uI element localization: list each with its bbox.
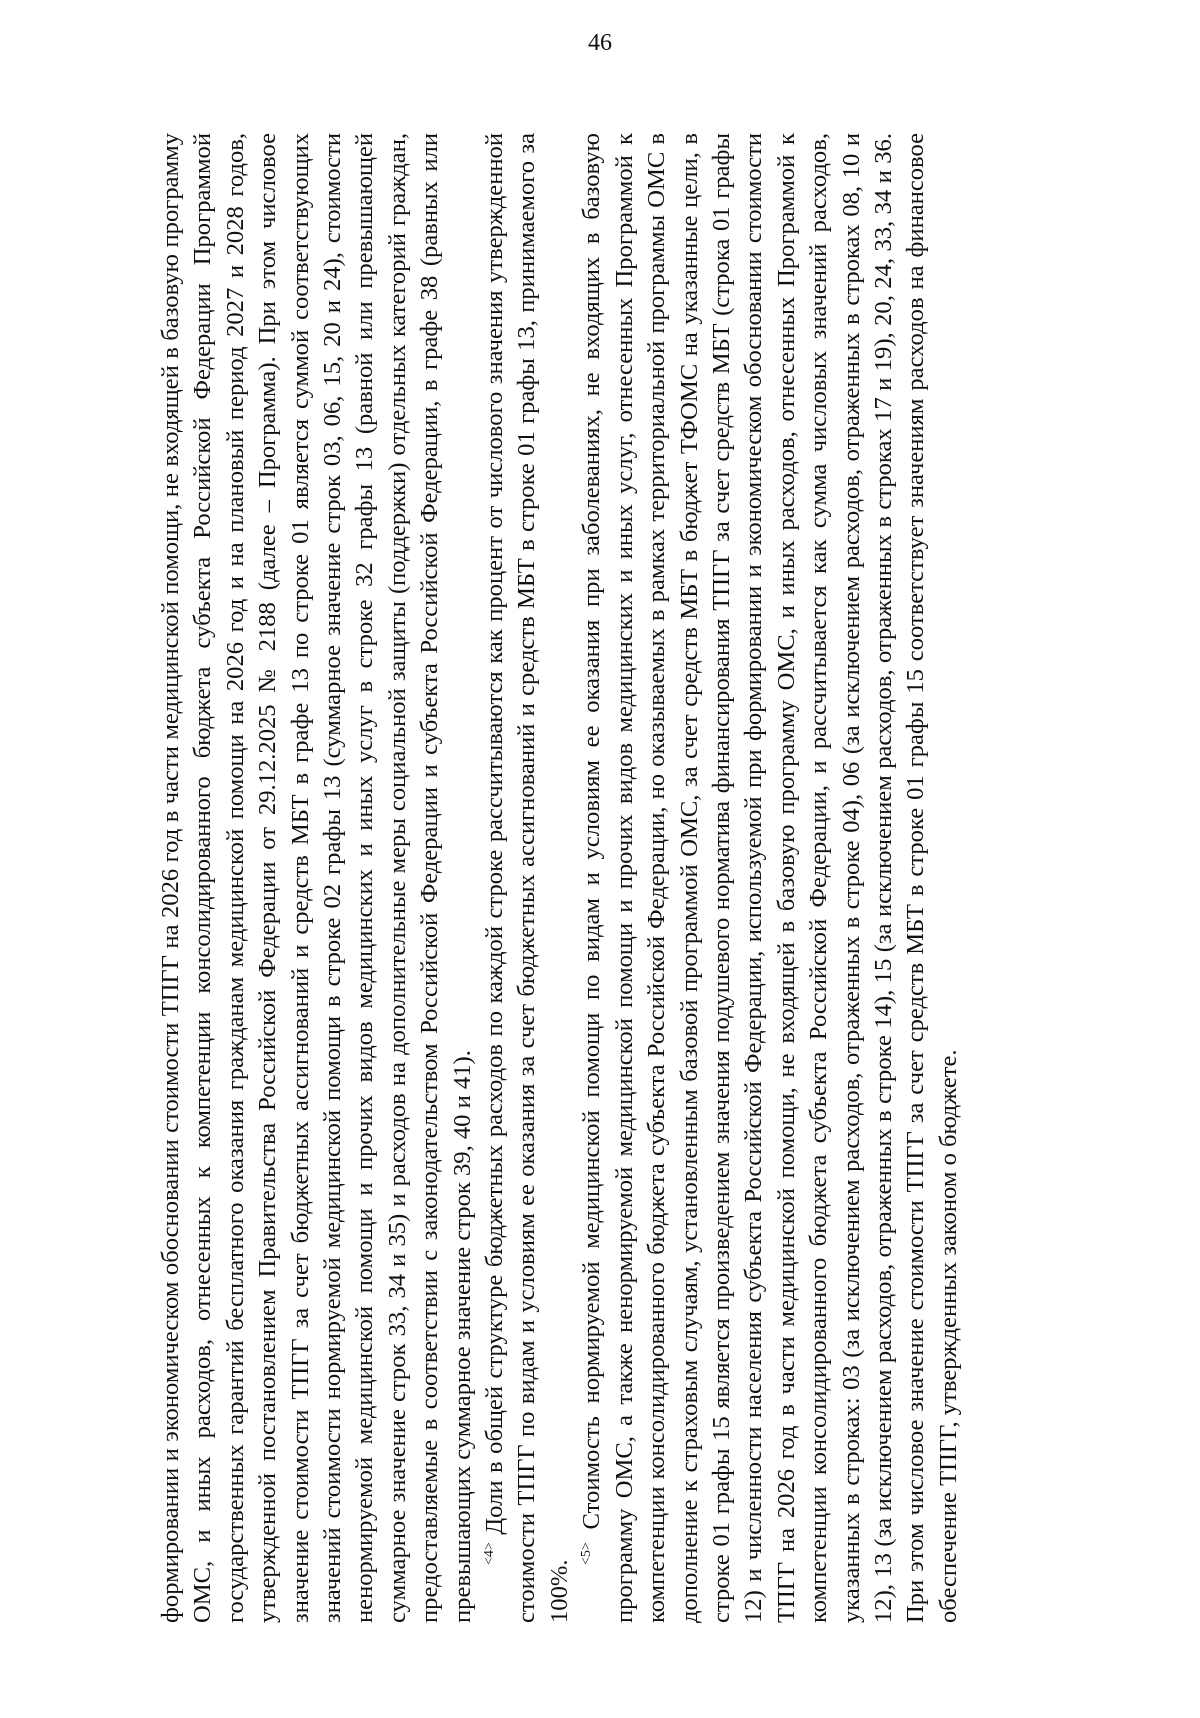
footnote-marker: <5>	[579, 1542, 595, 1565]
footnote-4	[479, 133, 576, 1623]
paragraph-text: формировании и экономическом обосновании стоимости ТПГГ на 2026 год в части медицинской помощи, не входящей в базовую программу ОМС, и иных расходов, отнесенных к компетенции консолидированного бюджета субъекта Российской Федерации Программой государственных гарантий бесплатного оказания гражданам медицинской помощи на 2026 год и на плановый период 2027 и 2028 годов, утвержденной постановлением Правительства Российской Федерации от 29.12.2025 № 2188 (далее – Программа). При этом числовое значение стоимости ТПГГ за счет бюджетных ассигнований и средств МБТ в графе 13 по строке 01 является суммой соответствующих значений стоимости нормируемой медицинской помощи в строке 02 графы 13 (суммарное значение строк 03, 06, 15, 20 и 24), стоимости ненормируемой медицинской помощи и прочих видов медицинских и иных услуг в строке 32 графы 13 (равной или превышающей суммарное значение строк 33, 34 и 35) и расходов на дополнительные меры социальной защиты (поддержки) отдельных категорий граждан, предоставляемые в соответствии с законодательством Российской Федерации и субъекта Российской Федерации, в графе 38 (равных или превышающих суммарное значение строк 39, 40 и 41).	[157, 133, 476, 1623]
paragraph-continuation	[155, 133, 479, 1623]
page-number: 46	[588, 30, 612, 56]
paragraph-text: Доли в общей структуре бюджетных расходов по каждой строке рассчитываются как процент от числового значения утвержденной стоимости ТПГГ по видам и условиям ее оказания за счет бюджетных ассигнований и средств МБТ в строке 01 графы 13, принимаемого за 100%.	[481, 133, 573, 1623]
footnote-marker: <4>	[481, 1542, 497, 1565]
footnote-5	[576, 133, 965, 1623]
paragraph-text: Стоимость нормируемой медицинской помощи по видам и условиям ее оказания при заболеваниях, не входящих в базовую программу ОМС, а также ненормируемой медицинской помощи и прочих видов медицинских и иных услуг, отнесенных Программой к компетенции консолидированного бюджета субъекта Российской Федерации, но оказываемых в рамках территориальной программы ОМС в дополнение к страховым случаям, установленным базовой программой ОМС, за счет средств МБТ в бюджет ТФОМС на указанные цели, в строке 01 графы 15 является произведением значения подушевого норматива финансирования ТПГГ за счет средств МБТ (строка 01 графы 12) и численности населения субъекта Российской Федерации, используемой при формировании и экономическом обосновании стоимости ТПГГ на 2026 год в части медицинской помощи, не входящей в базовую программу ОМС, и иных расходов, отнесенных Программой к компетенции консолидированного бюджета субъекта Российской Федерации, и рассчитывается как сумма числовых значений расходов, указанных в строках: 03 (за исключением расходов, отраженных в строке 04), 06 (за исключением расходов, отраженных в строках 08, 10 и 12), 13 (за исключением расходов, отраженных в строке 14), 15 (за исключением расходов, отраженных в строках 17 и 19), 20, 24, 33, 34 и 36. При этом числовое значение стоимости ТПГГ за счет средств МБТ в строке 01 графы 15 соответствует значениям расходов на финансовое обеспечение ТПГГ, утвержденных законом о бюджете.	[578, 133, 962, 1623]
rotated-text-block	[155, 133, 1055, 1623]
